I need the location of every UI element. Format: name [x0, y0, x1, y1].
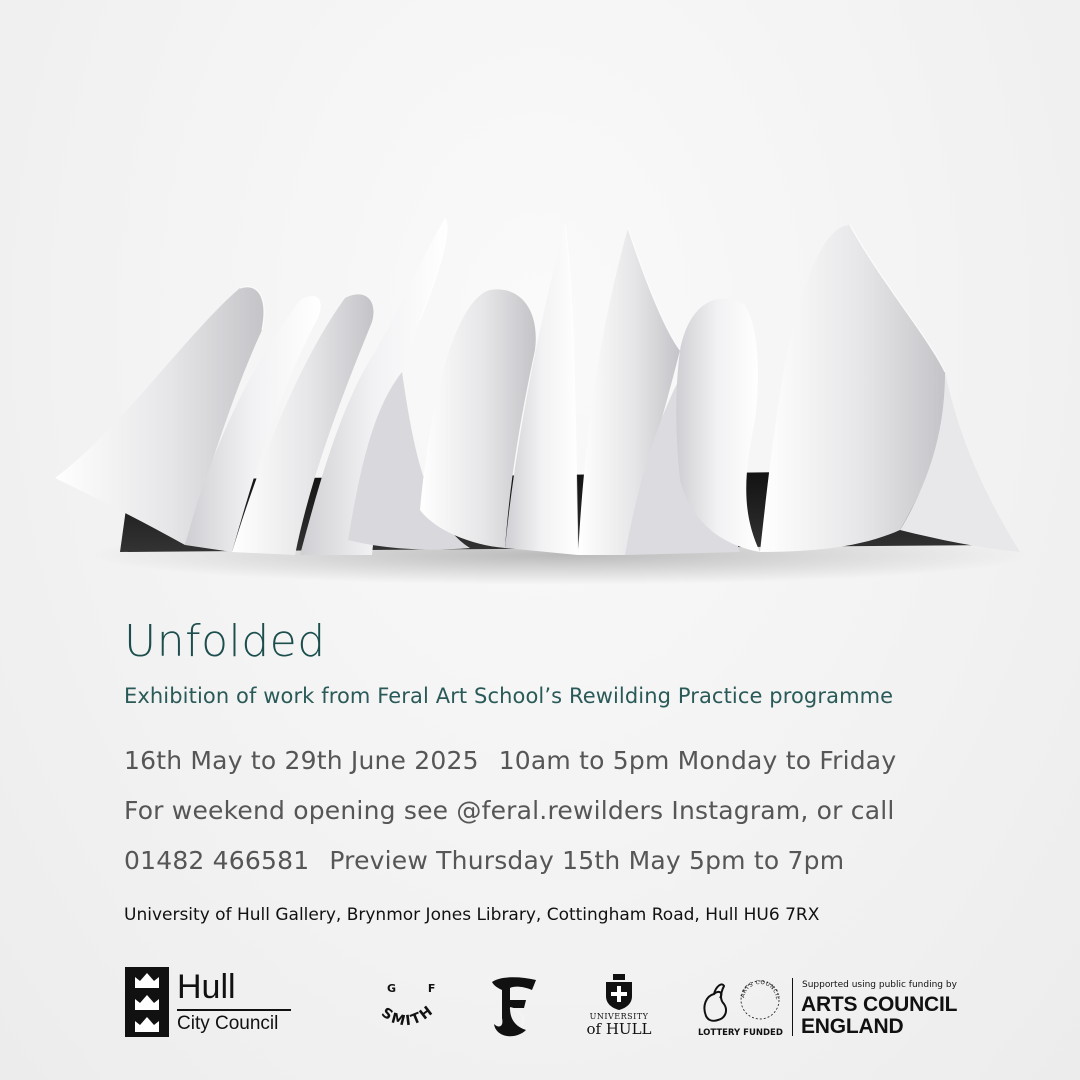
city-council-wordmark: City Council	[177, 1013, 279, 1034]
phone-number: 01482 466581	[124, 846, 310, 875]
university-crest-icon	[582, 972, 656, 1012]
svg-text:ARTS COUNCIL ENGLAND	[698, 976, 780, 1001]
preview-info: Preview Thursday 15th May 5pm to 7pm	[329, 846, 845, 875]
venue-address: University of Hull Gallery, Brynmor Jones Library, Cottingham Road, Hull HU6 7RX	[124, 905, 820, 925]
feral-art-school-logo	[486, 974, 542, 1040]
gf-smith-logo	[366, 976, 446, 1036]
crossed-fingers-icon	[704, 984, 726, 1020]
gf-smith-top-text: G F	[387, 982, 446, 995]
arts-council-england-logo	[792, 978, 962, 1042]
hull-city-council-logo	[125, 967, 305, 1039]
svg-text:SMITH	[378, 1002, 437, 1030]
arts-council-wordmark-line1: ARTS COUNCIL	[801, 993, 958, 1016]
national-lottery-logo	[698, 976, 784, 1042]
three-crowns-crest-icon	[125, 967, 169, 1037]
arts-council-wordmark-line2: ENGLAND	[801, 1015, 904, 1038]
exhibition-subtitle: Exhibition of work from Feral Art School’s Rewilding Practice programme	[124, 684, 894, 708]
university-word: UNIVERSITY	[589, 1012, 649, 1021]
weekend-opening-line: For weekend opening see @feral.rewilders Instagram, or call	[124, 796, 895, 825]
university-of-hull-logo	[582, 972, 656, 1040]
phone-preview-line	[124, 846, 844, 875]
exhibition-title: Unfolded	[124, 616, 326, 667]
lottery-funded-label: LOTTERY FUNDED	[698, 1028, 783, 1038]
exhibition-dates: 16th May to 29th June 2025	[124, 746, 479, 775]
arts-council-support-text: Supported using public funding by	[802, 980, 957, 990]
hull-divider	[177, 1009, 291, 1011]
opening-hours: 10am to 5pm Monday to Friday	[498, 746, 897, 775]
lottery-ring-text: ARTS COUNCIL	[740, 979, 781, 1001]
gf-smith-bottom-text: SMITH	[378, 1002, 438, 1030]
arts-council-divider	[792, 978, 793, 1036]
hull-wordmark: Hull	[177, 968, 236, 1006]
of-hull-word: of HULL	[586, 1020, 652, 1038]
dates-hours-line	[124, 746, 896, 775]
